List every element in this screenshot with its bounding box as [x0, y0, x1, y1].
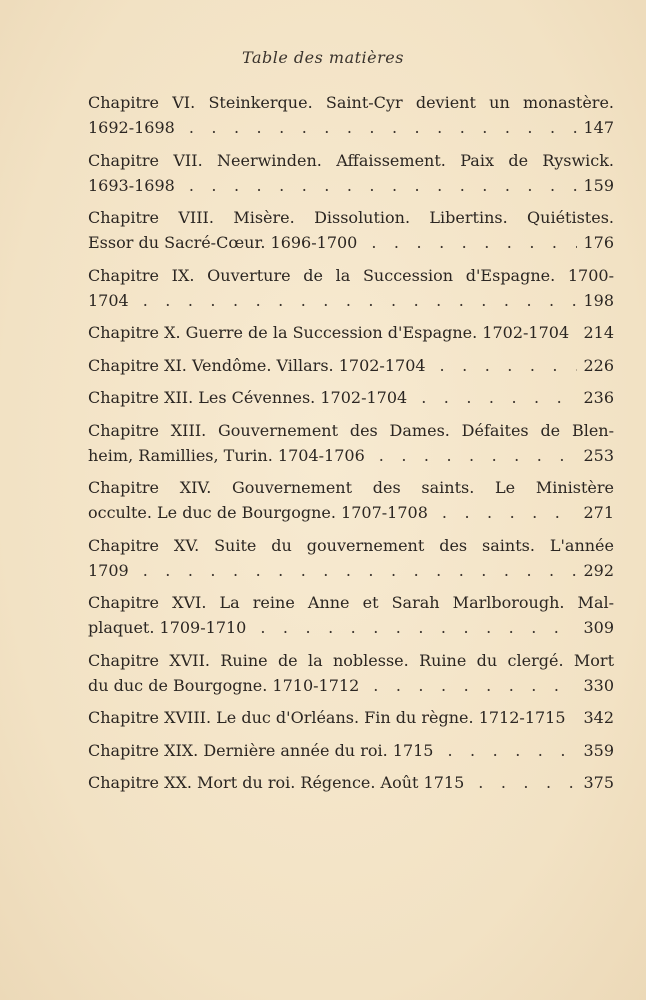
dot-leader — [440, 353, 578, 378]
toc-entry-last-line — [88, 738, 614, 763]
toc-entry-text: Chapitre VII. Neerwinden. Affaissement. Paix de Ryswick. — [88, 150, 614, 170]
toc-page-number: 236 — [583, 388, 614, 407]
toc-entry-line — [88, 263, 614, 288]
toc-page-number: 330 — [583, 675, 614, 695]
toc-entry-text: plaquet. 1709-1710 — [88, 618, 247, 637]
dot-leader — [442, 500, 578, 525]
toc-entry — [88, 353, 614, 378]
toc-entry-last-line — [88, 320, 614, 345]
toc-entry — [88, 90, 614, 140]
toc-entry-line — [88, 475, 614, 500]
toc-page-number: 359 — [583, 740, 614, 760]
dot-leader — [371, 230, 577, 255]
toc-entry-text: Chapitre X. Guerre de la Succession d'Espagne. 1702-1704 — [88, 323, 570, 342]
table-of-contents — [88, 90, 614, 803]
toc-entry-last-line — [88, 173, 614, 198]
toc-entry-text: Chapitre XIII. Gouvernement des Dames. Défaites de Blen- — [88, 420, 614, 440]
toc-entry-last-line — [88, 558, 614, 583]
toc-entry — [88, 385, 614, 410]
toc-entry-text: du duc de Bourgogne. 1710-1712 — [88, 675, 360, 695]
toc-entry-text: Chapitre XVI. La reine Anne et Sarah Marlborough. Mal- — [88, 593, 614, 612]
toc-entry-text: Chapitre XVIII. Le duc d'Orléans. Fin du règne. 1712-1715 — [88, 708, 566, 727]
toc-entry-last-line — [88, 353, 614, 378]
dot-leader — [379, 443, 578, 468]
toc-entry — [88, 475, 614, 525]
toc-entry-text: Chapitre XV. Suite du gouvernement des saints. L'année — [88, 535, 614, 555]
toc-entry-line — [88, 148, 614, 173]
toc-page-number: 375 — [583, 773, 614, 792]
dot-leader — [421, 385, 577, 410]
toc-entry-last-line — [88, 115, 614, 140]
toc-entry-text: Essor du Sacré-Cœur. 1696-1700 — [88, 233, 358, 252]
toc-entry-line — [88, 418, 614, 443]
toc-entry-last-line — [88, 705, 614, 730]
toc-entry — [88, 263, 614, 313]
toc-page-number: 309 — [583, 618, 614, 637]
toc-entry-last-line — [88, 230, 614, 255]
toc-entry-text: Chapitre XII. Les Cévennes. 1702-1704 — [88, 388, 408, 407]
toc-entry-line — [88, 205, 614, 230]
toc-page-number: 176 — [583, 233, 614, 252]
toc-entry — [88, 533, 614, 583]
toc-page-number: 198 — [583, 290, 614, 310]
dot-leader — [189, 115, 578, 140]
toc-entry-text: 1709 — [88, 560, 129, 580]
dot-leader — [143, 288, 578, 313]
toc-entry-last-line — [88, 288, 614, 313]
toc-entry-text: 1704 — [88, 290, 129, 310]
toc-entry-text: Chapitre XVII. Ruine de la noblesse. Ruine du clergé. Mort — [88, 650, 614, 670]
toc-entry-text: Chapitre XI. Vendôme. Villars. 1702-1704 — [88, 355, 426, 375]
toc-entry — [88, 418, 614, 468]
toc-entry-text: Chapitre VI. Steinkerque. Saint-Cyr devient un monastère. — [88, 93, 614, 112]
toc-entry-text: occulte. Le duc de Bourgogne. 1707-1708 — [88, 503, 428, 522]
toc-entry-text: Chapitre IX. Ouverture de la Succession d'Espagne. 1700- — [88, 265, 614, 285]
dot-leader — [447, 738, 577, 763]
dot-leader — [478, 770, 577, 795]
toc-entry-text: Chapitre VIII. Misère. Dissolution. Libertins. Quiétistes. — [88, 208, 614, 227]
running-head-title: Table des matières — [242, 48, 404, 67]
toc-page-number: 271 — [583, 503, 614, 522]
toc-entry — [88, 738, 614, 763]
toc-entry — [88, 770, 614, 795]
dot-leader — [189, 173, 578, 198]
toc-entry-text: 1692-1698 — [88, 118, 175, 137]
toc-entry-text: Chapitre XIX. Dernière année du roi. 1715 — [88, 740, 434, 760]
toc-entry — [88, 590, 614, 640]
toc-entry-last-line — [88, 615, 614, 640]
toc-entry-last-line — [88, 385, 614, 410]
dot-leader — [260, 615, 577, 640]
toc-entry-last-line — [88, 443, 614, 468]
toc-entry-text: 1693-1698 — [88, 175, 175, 195]
toc-entry-text: Chapitre XX. Mort du roi. Régence. Août 1715 — [88, 773, 465, 792]
toc-page-number: 214 — [583, 323, 614, 342]
toc-entry-line — [88, 648, 614, 673]
toc-entry-last-line — [88, 770, 614, 795]
toc-entry-line — [88, 590, 614, 615]
toc-entry-last-line — [88, 673, 614, 698]
toc-page-number: 253 — [583, 445, 614, 465]
toc-entry-text: heim, Ramillies, Turin. 1704-1706 — [88, 445, 365, 465]
toc-entry — [88, 148, 614, 198]
toc-entry — [88, 648, 614, 698]
toc-entry-last-line — [88, 500, 614, 525]
toc-entry-line — [88, 533, 614, 558]
dot-leader — [373, 673, 577, 698]
toc-page-number: 342 — [583, 708, 614, 727]
toc-entry — [88, 705, 614, 730]
toc-entry-line — [88, 90, 614, 115]
toc-entry — [88, 205, 614, 255]
toc-page-number: 159 — [583, 175, 614, 195]
dot-leader — [143, 558, 578, 583]
toc-entry — [88, 320, 614, 345]
toc-page-number: 147 — [583, 118, 614, 137]
toc-page-number: 226 — [583, 355, 614, 375]
toc-entry-text: Chapitre XIV. Gouvernement des saints. Le Ministère — [88, 478, 614, 497]
toc-page-number: 292 — [583, 560, 614, 580]
